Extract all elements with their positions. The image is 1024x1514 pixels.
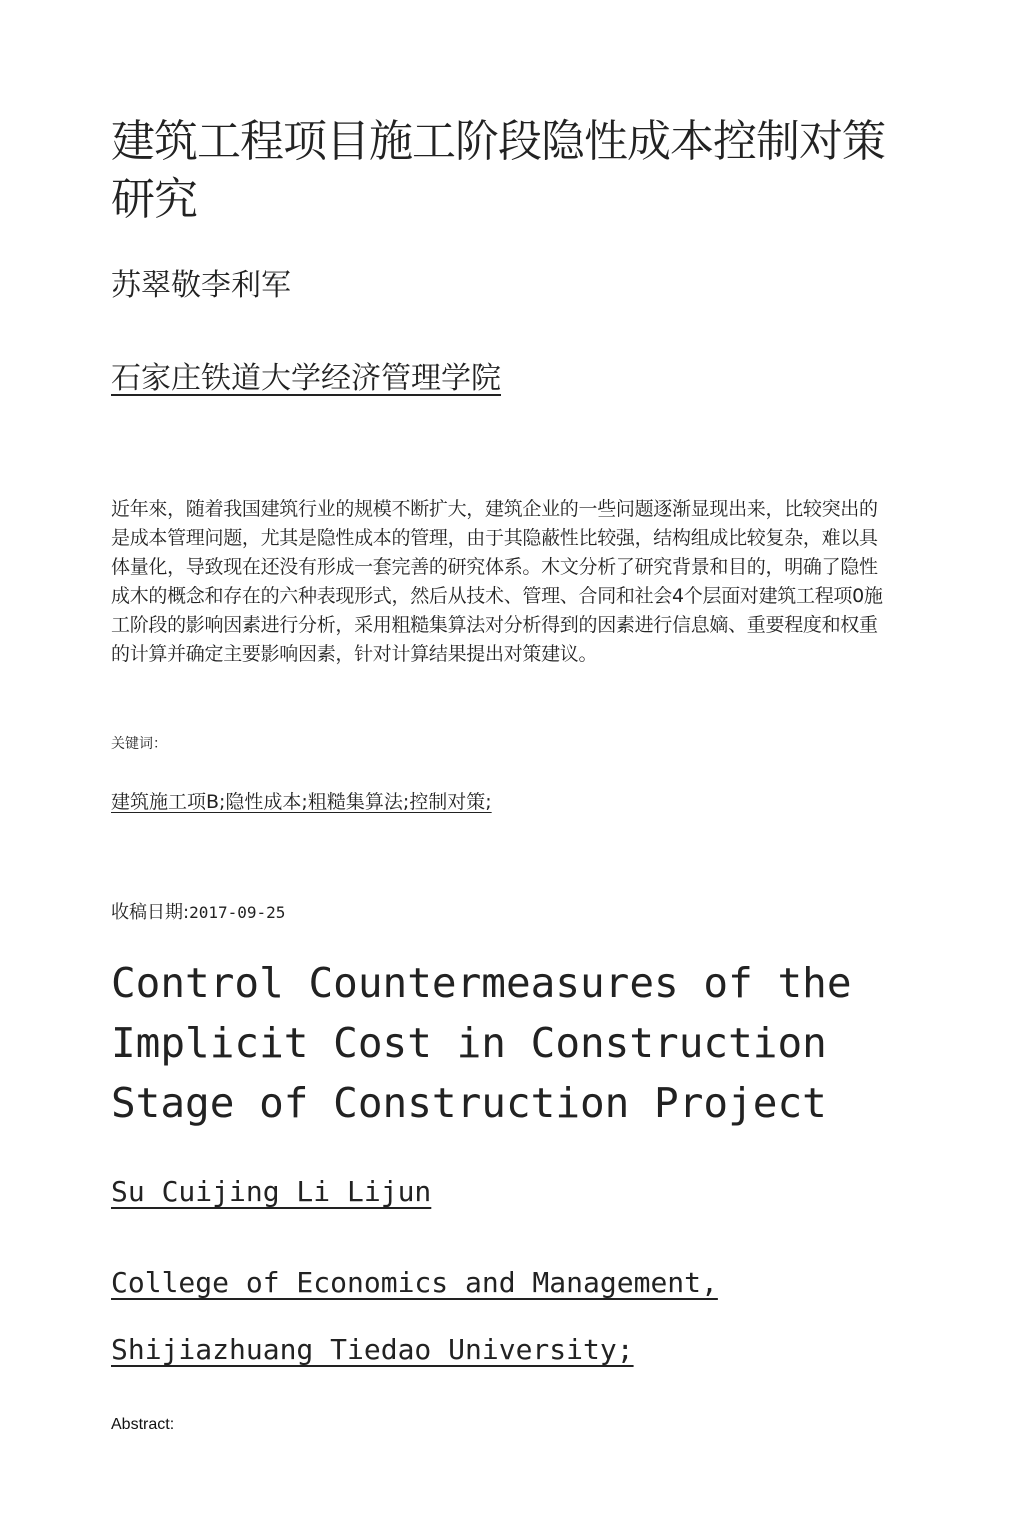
received-date-label: 收稿日期:	[111, 902, 190, 923]
received-date-value: 2017-09-25	[189, 903, 286, 922]
english-title: Control Countermeasures of the Implicit Cost in Construction Stage of Construction Project	[111, 959, 852, 1127]
chinese-title: 建筑工程项目施工阶段隐性成本控制对策研究	[111, 116, 885, 225]
keywords-label: 关键词：	[111, 736, 167, 752]
english-affiliation-line2-link[interactable]: Shijiazhuang Tiedao University;	[111, 1333, 634, 1366]
english-authors-link[interactable]: Su Cuijing Li Lijun	[111, 1175, 432, 1208]
english-abstract-label: Abstract:	[111, 1416, 175, 1433]
chinese-affiliation-link[interactable]: 石家庄铁道大学经济管理学院	[111, 361, 501, 396]
english-affiliation-line1-link[interactable]: College of Economics and Management,	[111, 1266, 718, 1299]
received-date-line	[111, 900, 285, 926]
keywords-links[interactable]: 建筑施工项B;隐性成本;粗糙集算法;控制对策;	[111, 791, 492, 813]
chinese-authors: 苏翠敬李利军	[111, 268, 291, 303]
chinese-abstract: 近年來，随着我国建筑行业的规模不断扩大，建筑企业的一些问题逐渐显现出来，比较突出的是成本管理问题，尤其是隐性成本的管理，由于其隐蔽性比较强，结构组成比较复杂，难以具体量化，导致现在还没有形成一套完善的研究体系。木文分析了研究背景和目的，明确了隐性成木的概念和存在的六种表现形式，然后从技术、管理、合同和社会4个层面对建筑工程项0施工阶段的影响因素进行分析，采用粗糙集算法对分析得到的因素进行信息嫡、重要程度和权重的计算并确定主要影响因素，针对计算结果提出对策建议。	[111, 498, 883, 665]
